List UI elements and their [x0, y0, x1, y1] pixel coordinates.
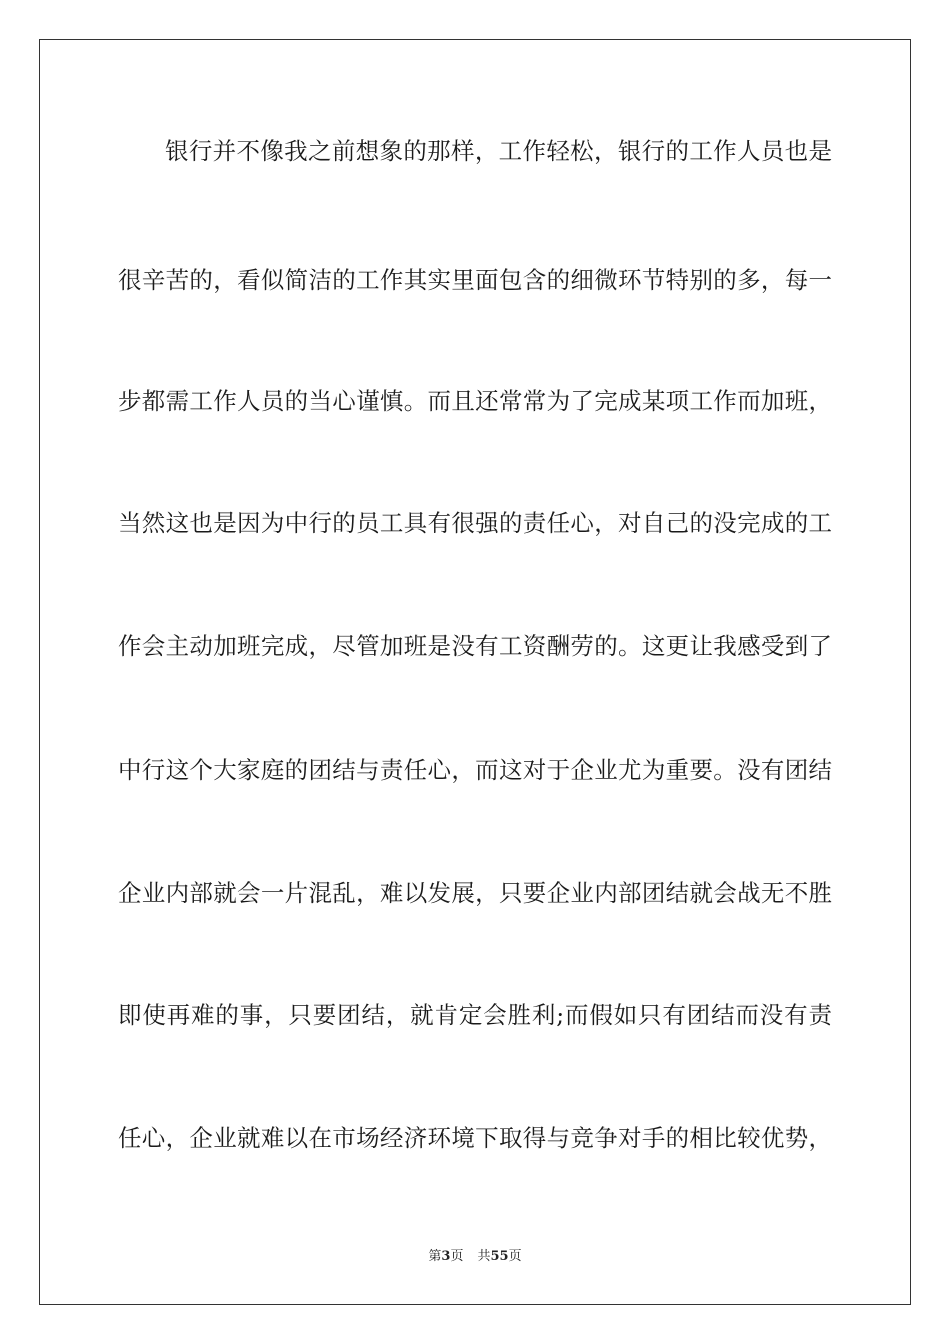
paragraph-line-3: 步都需工作人员的当心谨慎。而且还常常为了完成某项工作而加班， [118, 387, 832, 415]
footer-total-prefix: 共 [477, 1249, 491, 1264]
paragraph-line-2: 很辛苦的，看似简洁的工作其实里面包含的细微环节特别的多，每一 [118, 266, 832, 294]
footer-page-prefix: 第 [428, 1249, 442, 1264]
paragraph-line-6: 中行这个大家庭的团结与责任心，而这对于企业尤为重要。没有团结 [118, 756, 832, 784]
footer-page-number: 3 [441, 1249, 451, 1264]
page-footer [0, 1245, 950, 1264]
paragraph-line-9: 任心，企业就难以在市场经济环境下取得与竞争对手的相比较优势， [118, 1124, 832, 1152]
paragraph-line-1: 银行并不像我之前想象的那样，工作轻松，银行的工作人员也是 [165, 137, 832, 165]
footer-page-suffix: 页 [450, 1249, 464, 1264]
footer-total-suffix: 页 [508, 1249, 522, 1264]
page-border [39, 39, 911, 1305]
paragraph-line-5: 作会主动加班完成，尽管加班是没有工资酬劳的。这更让我感受到了 [118, 632, 832, 660]
footer-total-pages: 55 [490, 1249, 509, 1264]
paragraph-line-4: 当然这也是因为中行的员工具有很强的责任心，对自己的没完成的工 [118, 509, 832, 537]
paragraph-line-7: 企业内部就会一片混乱，难以发展，只要企业内部团结就会战无不胜 [118, 879, 832, 907]
paragraph-line-8: 即使再难的事，只要团结，就肯定会胜利;而假如只有团结而没有责 [118, 1001, 832, 1029]
